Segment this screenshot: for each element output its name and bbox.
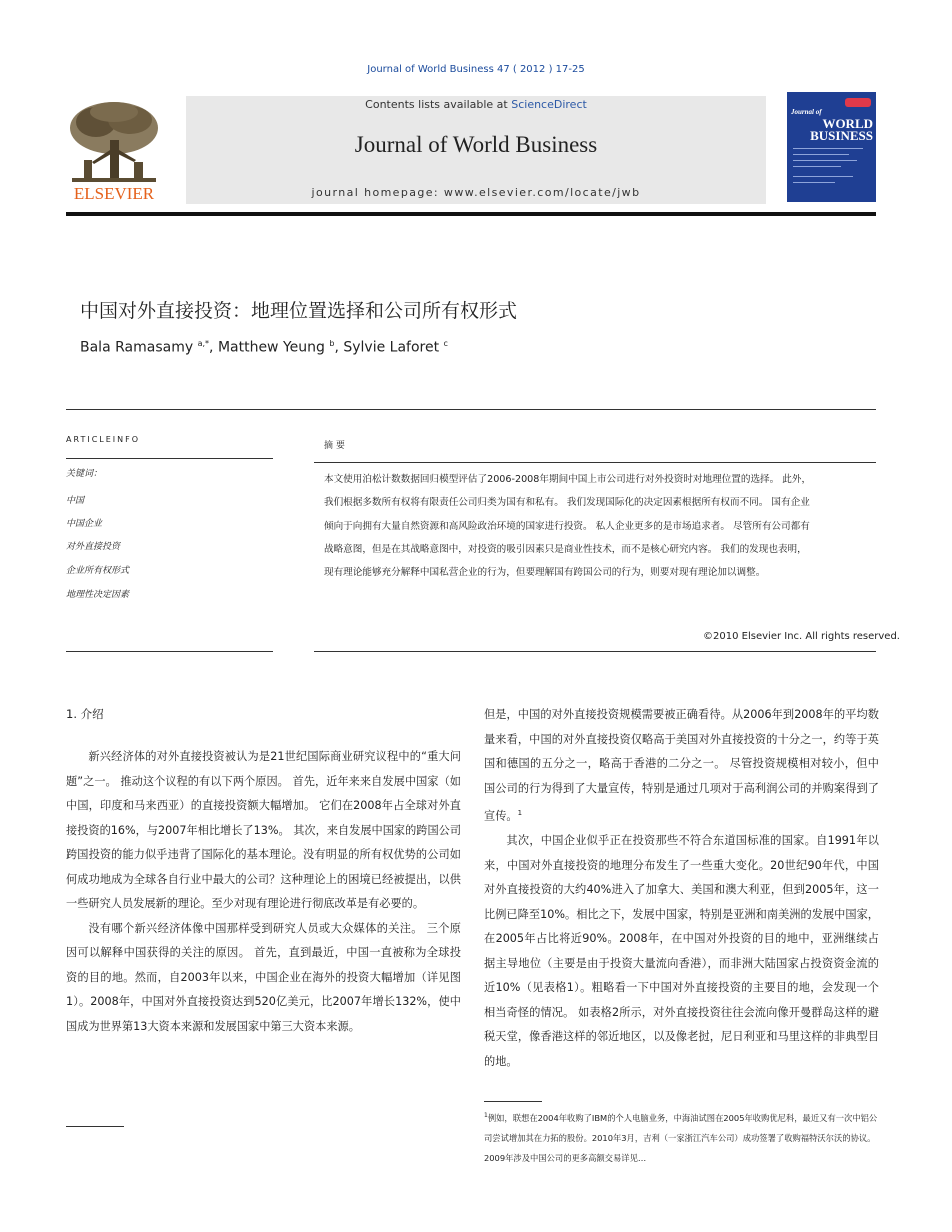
cover-business: BUSINESS [810, 128, 873, 143]
journal-reference: Journal of World Business 47 ( 2012 ) 17-25 [367, 64, 585, 75]
abstract-line: 我们根据多数所有权将有限责任公司归类为国有和私有。 我们发现国际化的决定因素根据所有权而不同。 国有企业 [324, 497, 810, 509]
footnote-marker[interactable]: 1 [517, 809, 523, 817]
elsevier-logo-text: ELSEVIER [73, 184, 155, 203]
article-info-rule [66, 651, 273, 652]
keyword[interactable]: 对外直接投资 [66, 542, 121, 552]
author-name[interactable]: Sylvie Laforet [343, 339, 440, 356]
article-info-rule [66, 458, 273, 459]
footnote-number: 1 [484, 1112, 488, 1119]
journal-banner [186, 96, 766, 204]
author-affiliation: c [443, 339, 448, 348]
cover-title [791, 106, 873, 142]
author-name[interactable]: Matthew Yeung [217, 339, 325, 356]
abstract-heading: 摘 要 [324, 441, 345, 451]
paper-title: 中国对外直接投资：地理位置选择和公司所有权形式 [80, 300, 518, 322]
cover-journal-of: Journal of [791, 108, 822, 116]
header-rule [66, 212, 876, 216]
body-paragraph [484, 703, 879, 829]
abstract-line: 战略意图，但是在其战略意图中，对投资的吸引因素只是商业性技术，而不是核心研究内容。 我们的发现也表明， [324, 543, 807, 555]
abstract-line: 现有理论能够充分解释中国私营企业的行为，但要理解国有跨国公司的行为，则要对现有理论加以调整。 [324, 567, 766, 579]
keywords-label: 关键词： [66, 469, 103, 479]
author-affiliation: a,* [197, 339, 210, 348]
body-paragraph: 其次，中国企业似乎正在投资那些不符合东道国标准的国家。自1991年以来，中国对外直接投资的地理分布发生了一些重大变化。20世纪90年代，中国对外直接投资的大约40%进入了加拿大、美国和澳大利亚，但到2005年，这一比例已降至10%。相比之下，发展中国家，特别是亚洲和南美洲的发展中国家，在2005年占比将近90%。2008年，在中国对外投资的目的地中，亚洲继续占据主导地位（主要是由于投资大量流向香港），而非洲大陆国家占投资资金流的近10%（见表格1）。粗略看一下中国对外直接投资的主要目的地，会发现一个相当奇怪的情况。 如表格2所示，对外直接投资往往会流向像开曼群岛这样的避税天堂，像香港这样的邻近地区，以及像老挝，尼日利亚和马里这样的非典型目的地。 [484, 834, 879, 1068]
cover-world: WORLD [822, 116, 873, 131]
keyword[interactable]: 地理性决定因素 [66, 590, 130, 600]
abstract-line: 倾向于向拥有大量自然资源和高风险政治环境的国家进行投资。 私人企业更多的是市场追求者。 尽管所有公司都有 [324, 520, 810, 532]
footnote-text: 例如，联想在2004年收购了IBM的个人电脑业务，中海油试图在2005年收购优尼科，最近又有一次中铝公司尝试增加其在力拓的股份。2010年3月，吉利（一家浙江汽车公司）成功签署了收购福特沃尔沃的协议。 2009年涉及中国公司的更多高额交易详见… [484, 1112, 878, 1163]
body-paragraph: 新兴经济体的对外直接投资被认为是21世纪国际商业研究议程中的“重大问题”之一。 推动这个议程的有以下两个原因。 首先，近年来来自发展中国家（如中国，印度和马来西亚）的直接投资额大幅增加。 它们在2008年占全球对外直接投资的16%，与2007年相比增长了13%。 其次，来自发展中国家的跨国公司跨国投资的能力似乎违背了国际化的基本理论。没有明显的所有权优势的公司如何成功地成为全球各自行业中最大的公司？这种理论上的困境已经被提出，以供一些研究人员发展新的理论。至少对现有理论进行彻底改革是有必要的。 [66, 750, 462, 910]
cover-line [793, 166, 841, 167]
keyword[interactable]: 中国 [66, 496, 85, 506]
article-info-heading: ARTICLEINFO [66, 435, 141, 444]
journal-title: Journal of World Business [354, 132, 598, 157]
footnote [484, 1106, 879, 1168]
title-rule [66, 409, 876, 410]
copyright-notice: ©2010 Elsevier Inc. All rights reserved. [703, 631, 900, 642]
journal-homepage[interactable]: journal homepage: www.elsevier.com/locate/jwb [311, 186, 641, 199]
author-affiliation: b [329, 339, 335, 348]
contents-line [186, 98, 766, 111]
section-heading: 1. 介绍 [66, 707, 104, 721]
abstract-rule [314, 651, 876, 652]
cover-line [793, 154, 849, 155]
abstract-line: 本文使用泊松计数数据回归模型评估了2006-2008年期间中国上市公司进行对外投资时对地理位置的选择。 此外， [324, 474, 812, 485]
cover-line [793, 160, 857, 161]
body-paragraph: 没有哪个新兴经济体像中国那样受到研究人员或大众媒体的关注。 三个原因可以解释中国获得的关注的原因。 首先，直到最近，中国一直被称为全球投资的目的地。然而，自2003年以来，中国企业在海外的投资大幅增加（详见图1）。2008年，中国对外直接投资达到520亿美元，比2007年增长132%，使中国成为世界第13大资本来源和发展国家中第三大资本来源。 [66, 921, 461, 1033]
cover-line [793, 176, 853, 177]
contents-prefix: Contents lists available at [365, 98, 512, 111]
keyword[interactable]: 中国企业 [66, 519, 103, 529]
left-column [66, 745, 461, 1039]
footnote-rule [66, 1126, 124, 1127]
right-column [484, 703, 879, 1074]
cover-line [793, 182, 835, 183]
author-list: Bala Ramasamy $^{a,*}$, Matthew Yeung $^b$, Sylvie Laforet $^c$ [80, 339, 448, 356]
keyword[interactable]: 企业所有权形式 [66, 566, 130, 576]
abstract-rule [314, 462, 876, 463]
author-name[interactable]: Bala Ramasamy [80, 339, 194, 356]
sciencedirect-link[interactable]: ScienceDirect [511, 98, 587, 111]
abstract-text [324, 468, 880, 584]
cover-line [793, 148, 863, 149]
journal-cover-thumbnail [787, 92, 876, 202]
footnote-rule [484, 1101, 542, 1102]
paragraph-text: 但是，中国的对外直接投资规模需要被正确看待。从2006年到2008年的平均数量来看，中国的对外直接投资仅略高于美国对外直接投资的十分之一，约等于英国和德国的五分之一，略高于香港的二分之一。 尽管投资规模相对较小，但中国公司的行为得到了大量宣传，特别是通过几项对于高利润公司的并购案得到了宣传。 [484, 708, 879, 823]
